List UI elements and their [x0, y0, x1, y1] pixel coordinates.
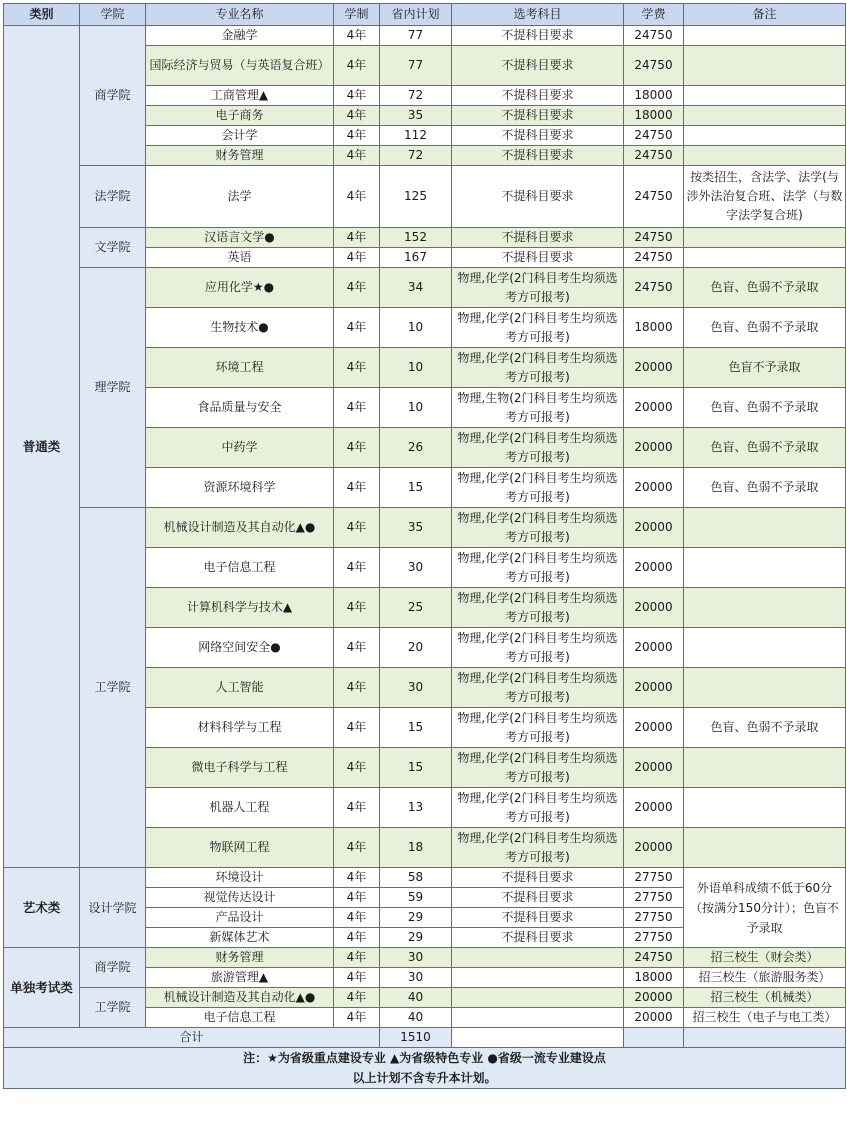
cell-major: 国际经济与贸易（与英语复合班）: [146, 46, 334, 86]
cell-plan: 167: [380, 248, 452, 268]
header-row: [4, 4, 846, 26]
cell-subjects: 不提科目要求: [452, 908, 624, 928]
cell-note: 色盲、色弱不予录取: [684, 708, 846, 748]
college-cell: 商学院: [80, 948, 146, 988]
enrollment-plan-table: [3, 3, 846, 1089]
cell-fee: 24750: [624, 146, 684, 166]
cell-years: 4年: [334, 428, 380, 468]
cell-plan: 10: [380, 308, 452, 348]
cell-plan: 20: [380, 628, 452, 668]
cell-fee: 24750: [624, 46, 684, 86]
total-empty: [452, 1028, 624, 1048]
cell-note: 按类招生，含法学、法学(与涉外法治复合班、法学（与数字法学复合班): [684, 166, 846, 228]
cell-subjects: 物理,化学(2门科目考生均须选考方可报考): [452, 548, 624, 588]
cell-years: 4年: [334, 748, 380, 788]
cell-note: [684, 828, 846, 868]
cell-plan: 77: [380, 26, 452, 46]
table-row: [4, 948, 846, 968]
cell-years: 4年: [334, 508, 380, 548]
cell-subjects: 不提科目要求: [452, 26, 624, 46]
cell-years: 4年: [334, 106, 380, 126]
cell-fee: 24750: [624, 228, 684, 248]
cell-fee: 24750: [624, 248, 684, 268]
cell-major: 中药学: [146, 428, 334, 468]
cell-subjects: [452, 988, 624, 1008]
cell-note: [684, 588, 846, 628]
header-note: 备注: [684, 4, 846, 26]
college-cell: 工学院: [80, 988, 146, 1028]
cell-major: 会计学: [146, 126, 334, 146]
cell-major: 产品设计: [146, 908, 334, 928]
cell-years: 4年: [334, 86, 380, 106]
cell-years: 4年: [334, 928, 380, 948]
cell-plan: 72: [380, 86, 452, 106]
cell-fee: 27750: [624, 908, 684, 928]
cell-plan: 15: [380, 708, 452, 748]
college-cell: 工学院: [80, 508, 146, 868]
cell-note: 色盲、色弱不予录取: [684, 428, 846, 468]
cell-plan: 152: [380, 228, 452, 248]
cell-plan: 72: [380, 146, 452, 166]
cell-plan: 29: [380, 908, 452, 928]
cell-fee: 18000: [624, 968, 684, 988]
cell-years: 4年: [334, 1008, 380, 1028]
cell-major: 电子商务: [146, 106, 334, 126]
total-row: [4, 1028, 846, 1048]
cell-subjects: 物理,生物(2门科目考生均须选考方可报考): [452, 388, 624, 428]
cell-plan: 26: [380, 428, 452, 468]
cell-fee: 20000: [624, 548, 684, 588]
cell-years: 4年: [334, 868, 380, 888]
cell-major: 旅游管理▲: [146, 968, 334, 988]
cell-major: 视觉传达设计: [146, 888, 334, 908]
cell-note: [684, 788, 846, 828]
cell-subjects: [452, 1008, 624, 1028]
cell-major: 物联网工程: [146, 828, 334, 868]
cell-fee: 20000: [624, 588, 684, 628]
cell-note: 色盲、色弱不予录取: [684, 388, 846, 428]
college-cell: 文学院: [80, 228, 146, 268]
cell-note: 招三校生（旅游服务类）: [684, 968, 846, 988]
cell-years: 4年: [334, 588, 380, 628]
cell-years: 4年: [334, 968, 380, 988]
cell-plan: 15: [380, 748, 452, 788]
table-row: [4, 228, 846, 248]
cell-major: 机械设计制造及其自动化▲●: [146, 988, 334, 1008]
cell-subjects: 不提科目要求: [452, 248, 624, 268]
table-row: [4, 166, 846, 228]
cell-major: 英语: [146, 248, 334, 268]
cell-plan: 58: [380, 868, 452, 888]
cell-plan: 30: [380, 948, 452, 968]
cell-major: 机械设计制造及其自动化▲●: [146, 508, 334, 548]
cell-plan: 35: [380, 106, 452, 126]
cell-fee: 20000: [624, 468, 684, 508]
cell-subjects: 不提科目要求: [452, 928, 624, 948]
cell-years: 4年: [334, 348, 380, 388]
cell-note: [684, 748, 846, 788]
cell-years: 4年: [334, 166, 380, 228]
cell-note: 色盲、色弱不予录取: [684, 268, 846, 308]
cell-major: 机器人工程: [146, 788, 334, 828]
total-value: 1510: [380, 1028, 452, 1048]
cell-subjects: 不提科目要求: [452, 228, 624, 248]
footer-note: [4, 1048, 846, 1089]
header-years: 学制: [334, 4, 380, 26]
college-cell: 设计学院: [80, 868, 146, 948]
cell-subjects: 物理,化学(2门科目考生均须选考方可报考): [452, 348, 624, 388]
enrollment-plan-table-container: [3, 3, 846, 1089]
cell-fee: 18000: [624, 308, 684, 348]
cell-plan: 34: [380, 268, 452, 308]
cell-subjects: 不提科目要求: [452, 166, 624, 228]
cell-fee: 20000: [624, 708, 684, 748]
cell-subjects: 物理,化学(2门科目考生均须选考方可报考): [452, 308, 624, 348]
cell-major: 电子信息工程: [146, 1008, 334, 1028]
cell-subjects: 物理,化学(2门科目考生均须选考方可报考): [452, 748, 624, 788]
cell-fee: 20000: [624, 668, 684, 708]
cell-plan: 13: [380, 788, 452, 828]
cell-fee: 24750: [624, 268, 684, 308]
cell-years: 4年: [334, 908, 380, 928]
cell-subjects: [452, 948, 624, 968]
cell-note: 色盲、色弱不予录取: [684, 468, 846, 508]
table-row: [4, 988, 846, 1008]
header-plan: 省内计划: [380, 4, 452, 26]
category-cell: 艺术类: [4, 868, 80, 948]
cell-fee: 20000: [624, 388, 684, 428]
cell-note: [684, 228, 846, 248]
header-fee: 学费: [624, 4, 684, 26]
category-cell: 单独考试类: [4, 948, 80, 1028]
cell-major: 资源环境科学: [146, 468, 334, 508]
cell-major: 材料科学与工程: [146, 708, 334, 748]
cell-fee: 20000: [624, 828, 684, 868]
cell-years: 4年: [334, 628, 380, 668]
category-cell: 普通类: [4, 26, 80, 868]
cell-years: 4年: [334, 26, 380, 46]
cell-years: 4年: [334, 248, 380, 268]
cell-fee: 24750: [624, 948, 684, 968]
header-major: 专业名称: [146, 4, 334, 26]
cell-major: 金融学: [146, 26, 334, 46]
college-cell: 商学院: [80, 26, 146, 166]
cell-fee: 20000: [624, 628, 684, 668]
cell-fee: 24750: [624, 26, 684, 46]
cell-fee: 27750: [624, 888, 684, 908]
cell-years: 4年: [334, 126, 380, 146]
college-cell: 理学院: [80, 268, 146, 508]
cell-note: 色盲、色弱不予录取: [684, 308, 846, 348]
total-empty: [624, 1028, 684, 1048]
cell-major: 食品质量与安全: [146, 388, 334, 428]
cell-note: [684, 548, 846, 588]
college-cell: 法学院: [80, 166, 146, 228]
cell-fee: 24750: [624, 166, 684, 228]
cell-years: 4年: [334, 888, 380, 908]
cell-plan: 59: [380, 888, 452, 908]
cell-years: 4年: [334, 708, 380, 748]
cell-years: 4年: [334, 668, 380, 708]
cell-major: 环境设计: [146, 868, 334, 888]
cell-years: 4年: [334, 146, 380, 166]
cell-major: 微电子科学与工程: [146, 748, 334, 788]
cell-major: 人工智能: [146, 668, 334, 708]
cell-fee: 20000: [624, 788, 684, 828]
cell-note: 招三校生（机械类）: [684, 988, 846, 1008]
cell-note: [684, 106, 846, 126]
cell-fee: 18000: [624, 86, 684, 106]
table-row: [4, 268, 846, 308]
cell-subjects: 不提科目要求: [452, 146, 624, 166]
cell-note: [684, 126, 846, 146]
cell-plan: 35: [380, 508, 452, 548]
cell-note: 招三校生（财会类）: [684, 948, 846, 968]
cell-plan: 30: [380, 668, 452, 708]
table-row: [4, 508, 846, 548]
cell-fee: 27750: [624, 928, 684, 948]
cell-plan: 15: [380, 468, 452, 508]
footer-row: [4, 1048, 846, 1089]
cell-plan: 112: [380, 126, 452, 146]
total-empty: [684, 1028, 846, 1048]
cell-note: 招三校生（电子与电工类）: [684, 1008, 846, 1028]
cell-subjects: [452, 968, 624, 988]
cell-major: 计算机科学与技术▲: [146, 588, 334, 628]
cell-note: [684, 86, 846, 106]
cell-plan: 18: [380, 828, 452, 868]
header-category: 类别: [4, 4, 80, 26]
cell-plan: 29: [380, 928, 452, 948]
cell-note: [684, 26, 846, 46]
cell-subjects: 物理,化学(2门科目考生均须选考方可报考): [452, 708, 624, 748]
cell-plan: 77: [380, 46, 452, 86]
cell-fee: 20000: [624, 748, 684, 788]
cell-major: 环境工程: [146, 348, 334, 388]
cell-subjects: 物理,化学(2门科目考生均须选考方可报考): [452, 828, 624, 868]
cell-subjects: 物理,化学(2门科目考生均须选考方可报考): [452, 508, 624, 548]
cell-major: 电子信息工程: [146, 548, 334, 588]
cell-plan: 10: [380, 348, 452, 388]
cell-fee: 24750: [624, 126, 684, 146]
cell-fee: 20000: [624, 428, 684, 468]
cell-years: 4年: [334, 948, 380, 968]
cell-note: [684, 248, 846, 268]
cell-plan: 40: [380, 1008, 452, 1028]
cell-years: 4年: [334, 308, 380, 348]
cell-major: 应用化学★●: [146, 268, 334, 308]
cell-major: 财务管理: [146, 146, 334, 166]
cell-subjects: 物理,化学(2门科目考生均须选考方可报考): [452, 628, 624, 668]
cell-subjects: 物理,化学(2门科目考生均须选考方可报考): [452, 588, 624, 628]
total-label: 合计: [4, 1028, 380, 1048]
cell-plan: 125: [380, 166, 452, 228]
cell-subjects: 物理,化学(2门科目考生均须选考方可报考): [452, 788, 624, 828]
cell-years: 4年: [334, 988, 380, 1008]
cell-fee: 20000: [624, 988, 684, 1008]
cell-subjects: 不提科目要求: [452, 126, 624, 146]
cell-note: [684, 146, 846, 166]
table-row: [4, 26, 846, 46]
cell-subjects: 不提科目要求: [452, 106, 624, 126]
cell-fee: 20000: [624, 348, 684, 388]
art-note-cell: 外语单科成绩不低于60分（按满分150分计）；色盲不予录取: [684, 868, 846, 948]
cell-plan: 40: [380, 988, 452, 1008]
cell-fee: 20000: [624, 508, 684, 548]
cell-note: [684, 46, 846, 86]
cell-plan: 30: [380, 968, 452, 988]
cell-plan: 25: [380, 588, 452, 628]
cell-major: 新媒体艺术: [146, 928, 334, 948]
cell-subjects: 物理,化学(2门科目考生均须选考方可报考): [452, 668, 624, 708]
cell-major: 财务管理: [146, 948, 334, 968]
cell-subjects: 不提科目要求: [452, 46, 624, 86]
cell-note: [684, 628, 846, 668]
cell-subjects: 不提科目要求: [452, 86, 624, 106]
cell-plan: 10: [380, 388, 452, 428]
cell-years: 4年: [334, 468, 380, 508]
cell-note: [684, 668, 846, 708]
cell-subjects: 物理,化学(2门科目考生均须选考方可报考): [452, 468, 624, 508]
cell-years: 4年: [334, 388, 380, 428]
cell-major: 工商管理▲: [146, 86, 334, 106]
cell-years: 4年: [334, 788, 380, 828]
cell-fee: 18000: [624, 106, 684, 126]
cell-subjects: 物理,化学(2门科目考生均须选考方可报考): [452, 428, 624, 468]
cell-subjects: 不提科目要求: [452, 888, 624, 908]
header-subjects: 选考科目: [452, 4, 624, 26]
footer-line-legend: 注：★为省级重点建设专业 ▲为省级特色专业 ●省级一流专业建设点: [243, 1051, 606, 1065]
cell-fee: 27750: [624, 868, 684, 888]
cell-fee: 20000: [624, 1008, 684, 1028]
cell-subjects: 物理,化学(2门科目考生均须选考方可报考): [452, 268, 624, 308]
cell-years: 4年: [334, 548, 380, 588]
cell-major: 法学: [146, 166, 334, 228]
cell-years: 4年: [334, 268, 380, 308]
cell-major: 生物技术●: [146, 308, 334, 348]
table-row: [4, 868, 846, 888]
cell-major: 汉语言文学●: [146, 228, 334, 248]
cell-years: 4年: [334, 46, 380, 86]
cell-years: 4年: [334, 828, 380, 868]
cell-note: 色盲不予录取: [684, 348, 846, 388]
footer-line-remark: 以上计划不含专升本计划。: [352, 1071, 497, 1085]
cell-note: [684, 508, 846, 548]
cell-subjects: 不提科目要求: [452, 868, 624, 888]
header-college: 学院: [80, 4, 146, 26]
cell-plan: 30: [380, 548, 452, 588]
cell-major: 网络空间安全●: [146, 628, 334, 668]
cell-years: 4年: [334, 228, 380, 248]
